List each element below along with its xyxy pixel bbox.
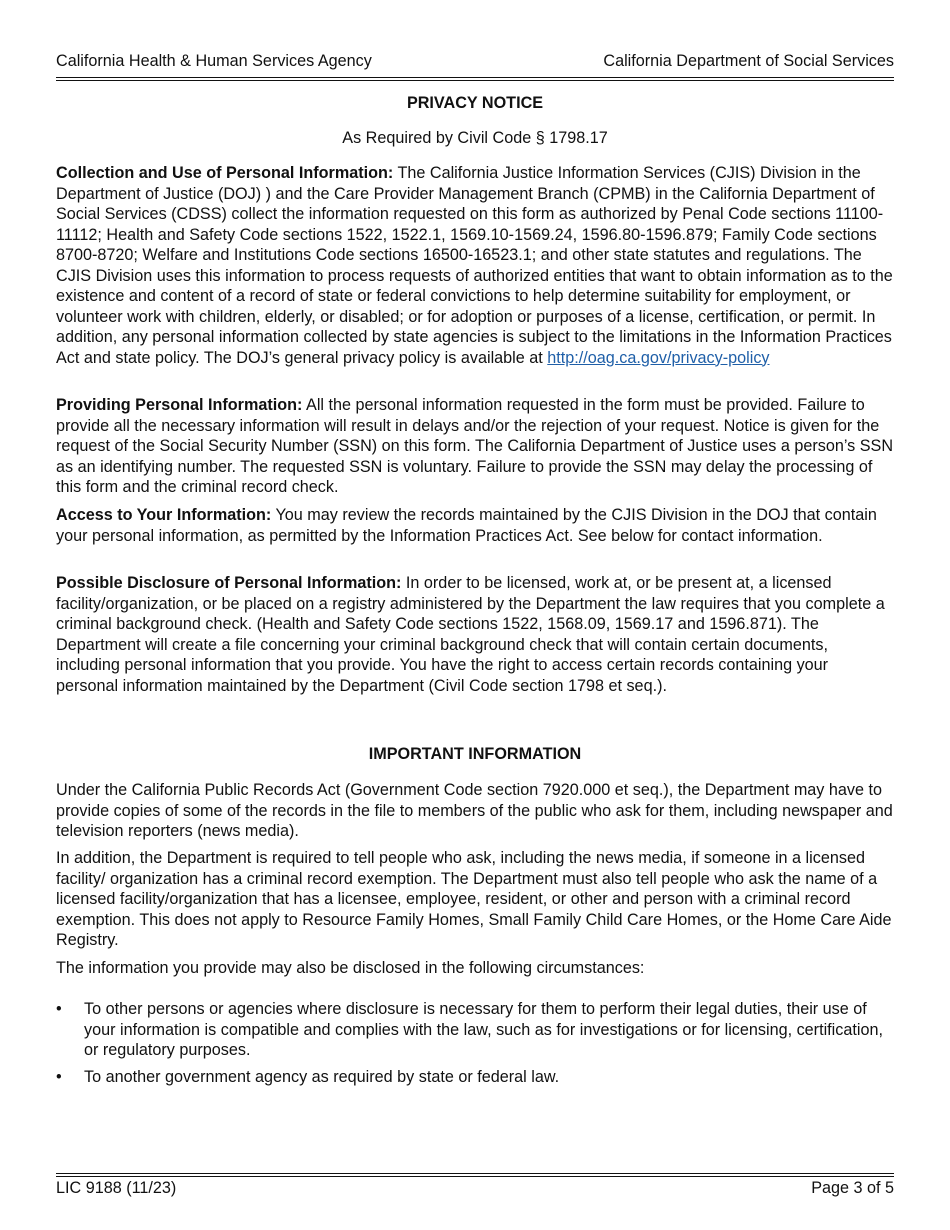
header-rule-top — [56, 77, 894, 78]
bullet-marker: • — [56, 1068, 62, 1086]
important-information-title: IMPORTANT INFORMATION — [368, 745, 582, 763]
providing-paragraph — [56, 395, 894, 498]
footer-rule-bottom — [56, 1176, 894, 1177]
header-agency: California Health & Human Services Agency — [56, 52, 372, 70]
header-department: California Department of Social Services — [603, 52, 894, 70]
exemption-paragraph: In addition, the Department is required to tell people who ask, including the news media, if someone in a licensed facility/ organization has a criminal record exemption. The Department must also tell people who ask the name of a licensed facility/organization that has a licensee, employee, resident, or other and person with a criminal record exemption. This does not apply to Resource Family Homes, Small Family Child Care Homes, or the Home Care Aide Registry. — [56, 849, 892, 949]
access-body: You may review the records maintained by the CJIS Division in the DOJ that contain your personal information, as permitted by the Information Practices Act. See below for contact information. — [56, 506, 877, 545]
disclosure-heading: Possible Disclosure of Personal Information: — [56, 574, 402, 592]
collection-heading: Collection and Use of Personal Information: — [56, 164, 394, 182]
privacy-notice-subtitle: As Required by Civil Code § 1798.17 — [342, 129, 608, 147]
page-footer — [56, 1179, 894, 1198]
list-item-text: To another government agency as required by state or federal law. — [84, 1068, 560, 1086]
list-item-text: To other persons or agencies where disclosure is necessary for them to perform their legal duties, their use of your information is compatible and complies with the law, such as for investigations or for licensing, certification, or regulatory purposes. — [84, 1000, 883, 1059]
bullet-marker: • — [56, 1000, 62, 1018]
collection-body: The California Justice Information Services (CJIS) Division in the Department of Justice (DOJ) ) and the Care Provider Management Branch (CPMB) in the California Department of Social Services (CDSS) collect the information requested on this form as authorized by Penal Code sections 11100-11112; Health and Safety Code sections 1522, 1522.1, 1569.10-1569.24, 1596.80-1596.879; Family Code sections 8700-8720; Welfare and Institutions Code sections 16500-16523.1; and other state statutes and regulations. The CJIS Division uses this information to process requests of authorized entities that want to obtain information as to the existence and content of a record of state or federal convictions to help determine suitability for employment, or volunteer work with children, elderly, or disabled; or for adoption or purposes of a license, certification, or permit. In addition, any personal information collected by state agencies is subject to the limitations in the Information Practices Act and state policy. The DOJ’s general privacy policy is available at — [56, 164, 893, 367]
disclosure-body: In order to be licensed, work at, or be present at, a licensed facility/organization, or be placed on a registry administered by the Department the law requires that you complete a criminal background check. (Health and Safety Code sections 1522, 1568.09, 1569.17 and 1596.871). The Department will create a file concerning your criminal background check that will contain certain documents, including personal information that you provide. You have the right to access certain records containing your personal information maintained by the Department (Civil Code section 1798 et seq.). — [56, 574, 885, 695]
privacy-policy-link[interactable]: http://oag.ca.gov/privacy-policy — [547, 348, 770, 367]
privacy-notice-title: PRIVACY NOTICE — [406, 94, 544, 112]
header-rule-bottom — [56, 80, 894, 81]
page-header — [56, 52, 894, 71]
collection-paragraph — [56, 163, 894, 368]
form-id: LIC 9188 (11/23) — [56, 1179, 177, 1197]
page-number: Page 3 of 5 — [811, 1179, 894, 1197]
disclosure-paragraph — [56, 573, 894, 696]
public-records-paragraph: Under the California Public Records Act (Government Code section 7920.000 et seq.), the Department may have to provide copies of some of the records in the file to members of the public who ask for them, including newspaper and television reporters (news media). — [56, 781, 893, 840]
access-paragraph — [56, 505, 894, 546]
circumstances-intro: The information you provide may also be disclosed in the following circumstances: — [56, 959, 645, 977]
providing-body: All the personal information requested in the form must be provided. Failure to provide all the necessary information will result in delays and/or the rejection of your request. Notice is given for the request of the Social Security Number (SSN) on this form. The California Department of Justice uses a person’s SSN as an identifying number. The requested SSN is voluntary. Failure to provide the SSN may delay the processing of this form and the criminal record check. — [56, 396, 894, 496]
access-heading: Access to Your Information: — [56, 506, 272, 524]
providing-heading: Providing Personal Information: — [56, 396, 303, 414]
footer-rule-top — [56, 1173, 894, 1174]
